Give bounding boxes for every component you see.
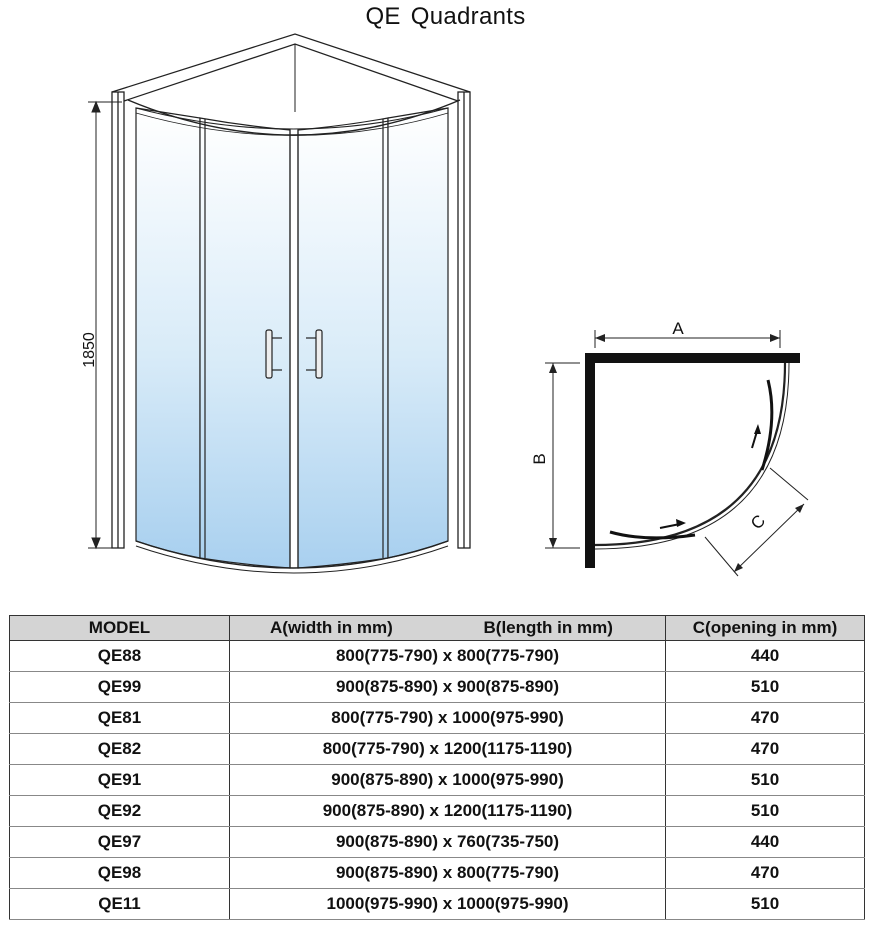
header-opening: C(opening in mm) (666, 616, 865, 641)
opening-cell: 470 (666, 858, 865, 889)
table-row (10, 703, 865, 734)
opening-cell: 510 (666, 889, 865, 920)
plan-wall-left (585, 353, 595, 568)
table-row (10, 827, 865, 858)
opening-cell: 470 (666, 734, 865, 765)
size-cell: 900(875-890) x 1200(1175-1190) (230, 796, 666, 827)
model-cell: QE97 (10, 827, 230, 858)
model-cell: QE88 (10, 641, 230, 672)
glass-panels (136, 108, 448, 568)
model-cell: QE91 (10, 765, 230, 796)
model-cell: QE98 (10, 858, 230, 889)
opening-cell: 510 (666, 672, 865, 703)
left-handle (266, 330, 272, 378)
table-row (10, 734, 865, 765)
table-row (10, 765, 865, 796)
table-row (10, 641, 865, 672)
plan-wall-top (585, 353, 800, 363)
size-cell: 1000(975-990) x 1000(975-990) (230, 889, 666, 920)
opening-cell: 440 (666, 641, 865, 672)
size-cell: 900(875-890) x 760(735-750) (230, 827, 666, 858)
height-dimension (88, 102, 122, 548)
opening-cell: 470 (666, 703, 865, 734)
title-prefix: QE (365, 3, 401, 30)
glass-door-right (298, 118, 388, 568)
size-cell: 800(775-790) x 1200(1175-1190) (230, 734, 666, 765)
model-cell: QE11 (10, 889, 230, 920)
size-cell: 900(875-890) x 900(875-890) (230, 672, 666, 703)
model-cell: QE92 (10, 796, 230, 827)
glass-panel-right-fixed (388, 108, 448, 558)
size-cell: 900(875-890) x 1000(975-990) (230, 765, 666, 796)
table-row (10, 672, 865, 703)
size-cell: 900(875-890) x 800(775-790) (230, 858, 666, 889)
model-cell: QE99 (10, 672, 230, 703)
table-row (10, 858, 865, 889)
plan-label-c: C (747, 511, 770, 534)
opening-cell: 510 (666, 796, 865, 827)
table-row (10, 889, 865, 920)
size-cell: 800(775-790) x 1000(975-990) (230, 703, 666, 734)
model-cell: QE82 (10, 734, 230, 765)
right-handle (316, 330, 322, 378)
model-cell: QE81 (10, 703, 230, 734)
plan-label-b: B (530, 453, 549, 465)
top-outline (112, 34, 470, 92)
height-label: 1850 (81, 332, 98, 368)
opening-cell: 510 (666, 765, 865, 796)
header-width: A(width in mm) (230, 616, 448, 641)
table-row (10, 796, 865, 827)
opening-cell: 440 (666, 827, 865, 858)
table-header-row (10, 616, 865, 641)
plan-view (545, 330, 808, 576)
title-name: Quadrants (410, 3, 526, 30)
glass-panel-left-fixed (136, 108, 200, 558)
header-model: MODEL (10, 616, 230, 641)
header-length: B(length in mm) (448, 616, 666, 641)
glass-door-left (200, 118, 290, 568)
size-cell: 800(775-790) x 800(775-790) (230, 641, 666, 672)
spec-table (9, 615, 865, 920)
plan-door-right (762, 380, 772, 470)
plan-label-a: A (672, 319, 684, 338)
